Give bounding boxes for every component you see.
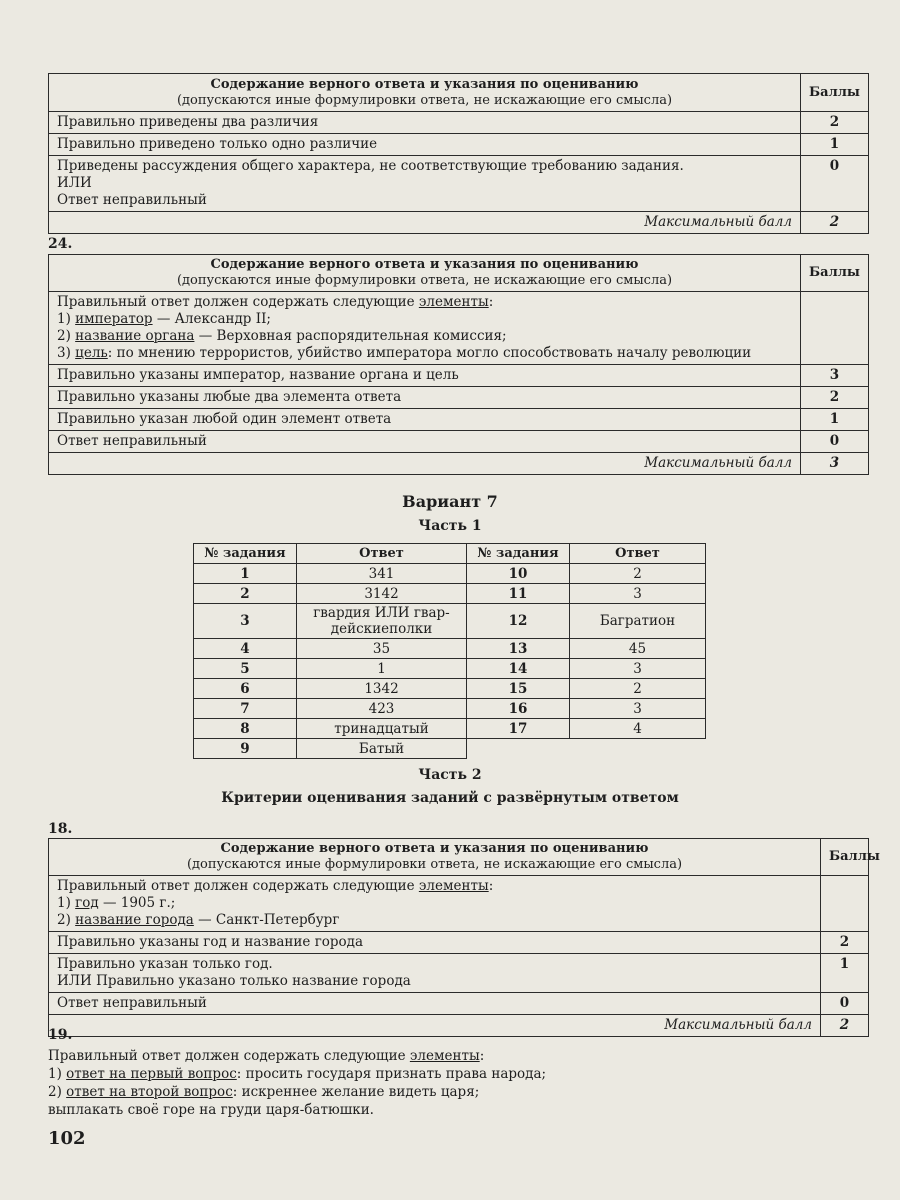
task-answer: Багратион [570, 604, 706, 639]
task-number: 10 [467, 564, 570, 584]
element-text: — Александр II; [152, 311, 271, 327]
table-row [49, 993, 869, 1015]
criterion-points: 2 [821, 932, 869, 954]
table-row [194, 584, 706, 604]
max-score-value: 3 [801, 453, 869, 475]
task-19-intro [48, 1047, 868, 1065]
line-prefix: 2) [48, 1084, 67, 1100]
criterion-text [49, 954, 821, 993]
element-prefix: 2) [57, 912, 76, 928]
max-score-label: Максимальный балл [49, 453, 801, 475]
criterion-points: 0 [801, 431, 869, 453]
criterion-text: Правильно приведено только одно различие [49, 134, 801, 156]
table-row [49, 932, 869, 954]
part2-title: Часть 2 [418, 767, 482, 783]
answer-elements [49, 876, 821, 932]
task-number-19: 19. [48, 1027, 73, 1043]
table-row [49, 365, 869, 387]
header-main: Содержание верного ответа и указания по оцениванию [210, 257, 639, 272]
criterion-points: 0 [801, 156, 869, 212]
task-answer: 45 [570, 639, 706, 659]
intro-text: Правильный ответ должен содержать следующие [48, 1048, 410, 1064]
task-19-line-1 [48, 1065, 868, 1083]
element-term: император [75, 311, 153, 327]
criterion-text: Правильно указаны год и название города [49, 932, 821, 954]
element-text: — Санкт-Петербург [193, 912, 340, 928]
empty-cell [570, 739, 706, 759]
task-answer: 2 [570, 679, 706, 699]
part1-title: Часть 1 [418, 518, 482, 534]
table-row [194, 679, 706, 699]
task-number: 15 [467, 679, 570, 699]
task-number: 12 [467, 604, 570, 639]
max-score-row [49, 212, 869, 234]
line-text: : искреннее желание видеть царя; [232, 1084, 480, 1100]
task-answer: 1342 [297, 679, 467, 699]
table-row [194, 639, 706, 659]
task-number-18: 18. [48, 821, 73, 837]
criterion-points: 3 [801, 365, 869, 387]
intro-keyword: элементы [409, 1048, 480, 1064]
line-prefix: 1) [48, 1066, 67, 1082]
criterion-text: Ответ неправильный [49, 431, 801, 453]
criterion-points: 1 [821, 954, 869, 993]
task-number: 16 [467, 699, 570, 719]
column-header-answer: Ответ [297, 544, 467, 564]
criterion-points: 2 [801, 112, 869, 134]
points-header: Баллы [821, 839, 869, 876]
element-1 [57, 311, 792, 328]
empty-cell [467, 739, 570, 759]
column-header-number: № задания [194, 544, 297, 564]
table-row [49, 387, 869, 409]
header-main: Содержание верного ответа и указания по оцениванию [210, 76, 639, 92]
variant-title: Вариант 7 [402, 492, 498, 511]
criterion-line: Ответ неправильный [57, 192, 207, 208]
table-row [194, 719, 706, 739]
criterion-text: Правильно указаны любые два элемента ответа [49, 387, 801, 409]
elements-row [49, 292, 869, 365]
element-text: — Верховная распорядительная комиссия; [194, 328, 507, 344]
empty-cell [821, 876, 869, 932]
column-header-number: № задания [467, 544, 570, 564]
task-number: 8 [194, 719, 297, 739]
intro-colon: : [488, 294, 494, 310]
answer-elements [49, 292, 801, 365]
criterion-text: Правильно указан любой один элемент ответа [49, 409, 801, 431]
task-answer: 2 [570, 564, 706, 584]
answers-table [193, 543, 706, 759]
criterion-line: Правильно указан только год. [57, 956, 273, 972]
task-number: 2 [194, 584, 297, 604]
table-row [49, 409, 869, 431]
line-term: ответ на первый вопрос [66, 1066, 237, 1082]
task-answer: 4 [570, 719, 706, 739]
element-term: название города [75, 912, 194, 928]
task-answer: 3142 [297, 584, 467, 604]
table-row [49, 431, 869, 453]
table-row [194, 564, 706, 584]
task-answer: 35 [297, 639, 467, 659]
criterion-points: 1 [801, 134, 869, 156]
header-main: Содержание верного ответа и указания по оцениванию [220, 841, 649, 856]
task-number-24: 24. [48, 236, 73, 252]
task-number: 11 [467, 584, 570, 604]
task-answer: 3 [570, 699, 706, 719]
intro-text: Правильный ответ должен содержать следующие [57, 294, 419, 310]
table-row [194, 659, 706, 679]
header-sub: (допускаются иные формулировки ответа, не искажающие его смысла) [176, 273, 673, 288]
criterion-points: 2 [801, 387, 869, 409]
element-prefix: 2) [57, 328, 76, 344]
elements-intro [57, 294, 792, 311]
table-row [194, 604, 706, 639]
table-header [49, 839, 821, 876]
max-score-label: Максимальный балл [49, 212, 801, 234]
table-row [194, 739, 706, 759]
element-prefix: 1) [57, 311, 76, 327]
line-text: : просить государя признать права народа; [236, 1066, 547, 1082]
element-text: : по мнению террористов, убийство императора могло способствовать началу революции [107, 345, 752, 361]
criterion-text: Правильно указаны император, название органа и цель [49, 365, 801, 387]
intro-text: Правильный ответ должен содержать следующие [57, 878, 419, 894]
max-score-label: Максимальный балл [49, 1015, 821, 1037]
table-row [49, 134, 869, 156]
task-number: 5 [194, 659, 297, 679]
intro-keyword: элементы [418, 294, 489, 310]
element-2 [57, 912, 812, 929]
max-score-row [49, 1015, 869, 1037]
criterion-points: 0 [821, 993, 869, 1015]
criterion-text: Ответ неправильный [49, 993, 821, 1015]
task-answer: Батый [297, 739, 467, 759]
criterion-points: 1 [801, 409, 869, 431]
element-1 [57, 895, 812, 912]
criteria-table-23 [48, 73, 869, 234]
header-sub: (допускаются иные формулировки ответа, не искажающие его смысла) [176, 92, 673, 108]
table-row [49, 112, 869, 134]
intro-colon: : [488, 878, 494, 894]
intro-colon: : [479, 1048, 485, 1064]
criterion-text: Правильно приведены два различия [49, 112, 801, 134]
criterion-line: ИЛИ [57, 175, 92, 191]
task-number: 4 [194, 639, 297, 659]
line-term: ответ на второй вопрос [66, 1084, 233, 1100]
answer-line: гвардия ИЛИ гвар- [313, 605, 450, 621]
element-term: год [75, 895, 99, 911]
table-row [49, 156, 869, 212]
answer-line: дейскиеполки [330, 621, 433, 637]
task-19-line-3: выплакать своё горе на груди царя-батюшки. [48, 1102, 374, 1118]
task-number: 9 [194, 739, 297, 759]
task-answer: 3 [570, 584, 706, 604]
task-number: 6 [194, 679, 297, 699]
max-score-row [49, 453, 869, 475]
header-sub: (допускаются иные формулировки ответа, не искажающие его смысла) [186, 857, 683, 872]
task-answer [297, 604, 467, 639]
table-row [49, 954, 869, 993]
points-header: Баллы [801, 74, 869, 112]
task-number: 14 [467, 659, 570, 679]
task-19-line-2 [48, 1083, 868, 1101]
criteria-table-24 [48, 254, 869, 475]
task-answer: 1 [297, 659, 467, 679]
element-term: цель [75, 345, 108, 361]
table-row [194, 699, 706, 719]
element-2 [57, 328, 792, 345]
task-answer: 423 [297, 699, 467, 719]
task-number: 3 [194, 604, 297, 639]
task-number: 1 [194, 564, 297, 584]
criterion-line: Приведены рассуждения общего характера, не соответствующие требованию задания. [57, 158, 684, 174]
element-text: — 1905 г.; [98, 895, 176, 911]
elements-row [49, 876, 869, 932]
criteria-table-18 [48, 838, 880, 1037]
criterion-text [49, 156, 801, 212]
table-header [49, 255, 801, 292]
page-number: 102 [48, 1128, 86, 1149]
task-number: 7 [194, 699, 297, 719]
max-score-value: 2 [801, 212, 869, 234]
column-header-answer: Ответ [570, 544, 706, 564]
table-header [49, 74, 801, 112]
element-term: название органа [75, 328, 195, 344]
task-answer: 341 [297, 564, 467, 584]
empty-cell [801, 292, 869, 365]
element-prefix: 1) [57, 895, 76, 911]
intro-keyword: элементы [418, 878, 489, 894]
task-19-text [48, 1047, 868, 1119]
max-score-value: 2 [821, 1015, 869, 1037]
element-3 [57, 345, 792, 362]
points-header: Баллы [801, 255, 869, 292]
task-number: 13 [467, 639, 570, 659]
elements-intro [57, 878, 812, 895]
task-answer: 3 [570, 659, 706, 679]
part2-subtitle: Критерии оценивания заданий с развёрнутым ответом [221, 790, 679, 806]
criterion-line: ИЛИ Правильно указано только название города [57, 973, 411, 989]
element-prefix: 3) [57, 345, 76, 361]
task-number: 17 [467, 719, 570, 739]
task-answer: тринадцатый [297, 719, 467, 739]
